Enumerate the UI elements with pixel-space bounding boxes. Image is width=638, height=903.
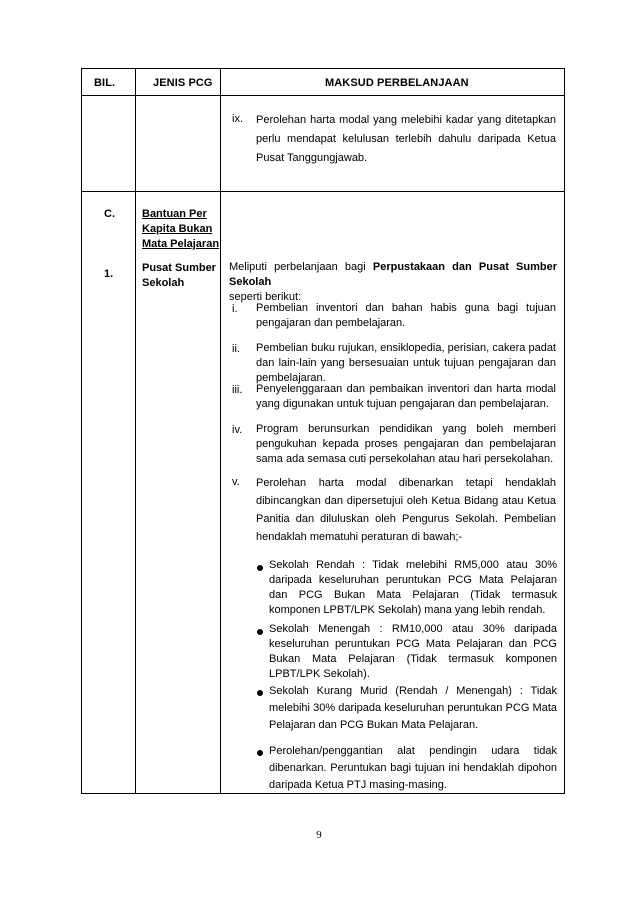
- jenis-1-line-1: Pusat Sumber: [142, 262, 216, 274]
- bullet-dot: [257, 629, 263, 635]
- header-bil: BIL.: [94, 77, 116, 89]
- intro-paragraph: [229, 260, 557, 305]
- bullet-pendingin-udara: Perolehan/penggantian alat pendingin udara tidak dibenarkan. Peruntukan bagi tujuan ini hendaklah dipohon daripada Ketua PTJ masing-masing.: [269, 745, 557, 791]
- item-number-iv: iv.: [232, 424, 243, 436]
- item-text-ii: Pembelian buku rujukan, ensiklopedia, perisian, cakera padat dan lain-lain yang bersesuaian untuk tujuan pengajaran dan pembelajaran.: [256, 342, 556, 384]
- item-number-ix: ix.: [232, 113, 243, 125]
- jenis-c-line-3: Mata Pelajaran: [142, 238, 220, 250]
- jenis-c-line-2: Kapita Bukan: [142, 223, 213, 235]
- item-text-iv: Program berunsurkan pendidikan yang boleh memberi pengukuhan kepada proses pengajaran dan pembelajaran sama ada semasa cuti persekolahan atau hari persekolahan.: [256, 423, 556, 465]
- page-number: 9: [316, 829, 322, 841]
- header-bottom-border: [81, 95, 565, 96]
- bullet-sekolah-menengah: Sekolah Menengah : RM10,000 atau 30% daripada keseluruhan peruntukan PCG Mata Pelajaran dan PCG Bukan Mata Pelajaran (Tidak termasuk komponen LPBT/LPK Sekolah).: [269, 623, 557, 680]
- item-text-v: Perolehan harta modal dibenarkan tetapi hendaklah dibincangkan dan dipersetujui oleh Ketua Bidang atau Ketua Panitia dan diluluskan oleh Pengurus Sekolah. Pembelian hendaklah mematuhi peraturan di bawah;-: [256, 477, 556, 543]
- intro-bold: Perpustakaan dan Pusat Sumber Sekolah: [229, 261, 558, 288]
- header-maksud-perbelanjaan: MAKSUD PERBELANJAAN: [325, 77, 469, 89]
- item-text-i: Pembelian inventori dan bahan habis guna bagi tujuan pengajaran dan pembelajaran.: [256, 302, 556, 329]
- row-divider: [81, 191, 565, 192]
- jenis-1-line-2: Sekolah: [142, 277, 185, 289]
- table-left-border: [81, 68, 82, 794]
- column-divider-1: [135, 68, 136, 794]
- item-text-iii: Penyelenggaraan dan pembaikan inventori dan harta modal yang digunakan untuk tujuan pengajaran dan pembelajaran.: [256, 383, 556, 410]
- bullet-sekolah-kurang-murid: Sekolah Kurang Murid (Rendah / Menengah) : Tidak melebihi 30% daripada keseluruhan peruntukan PCG Mata Pelajaran dan PCG Bukan Mata Pelajaran.: [269, 685, 557, 731]
- bullet-sekolah-rendah: Sekolah Rendah : Tidak melebihi RM5,000 atau 30% daripada keseluruhan peruntukan PCG Mata Pelajaran dan PCG Bukan Mata Pelajaran (Tidak termasuk komponen LPBT/LPK Sekolah) mana yang lebih rendah.: [269, 559, 557, 616]
- item-number-iii: iii.: [232, 384, 243, 396]
- item-text-ix: Perolehan harta modal yang melebihi kadar yang ditetapkan perlu mendapat kelulusan terlebih dahulu daripada Ketua Pusat Tanggungjawab.: [256, 114, 556, 164]
- intro-prefix: Meliputi perbelanjaan bagi: [229, 261, 373, 273]
- table-right-border: [564, 68, 565, 794]
- column-divider-2: [220, 68, 221, 794]
- header-jenis-pcg: JENIS PCG: [153, 77, 213, 89]
- intro-suffix: seperti berikut:: [229, 291, 302, 303]
- bullet-dot: [257, 690, 263, 696]
- table-top-border: [81, 68, 565, 69]
- bil-c: C.: [104, 208, 115, 220]
- bullet-dot: [257, 565, 263, 571]
- item-number-i: i.: [232, 303, 238, 315]
- bil-1: 1.: [104, 268, 114, 280]
- jenis-c-line-1: Bantuan Per: [142, 208, 207, 220]
- item-number-ii: ii.: [232, 343, 240, 355]
- item-number-v: v.: [232, 476, 240, 488]
- bullet-dot: [257, 750, 263, 756]
